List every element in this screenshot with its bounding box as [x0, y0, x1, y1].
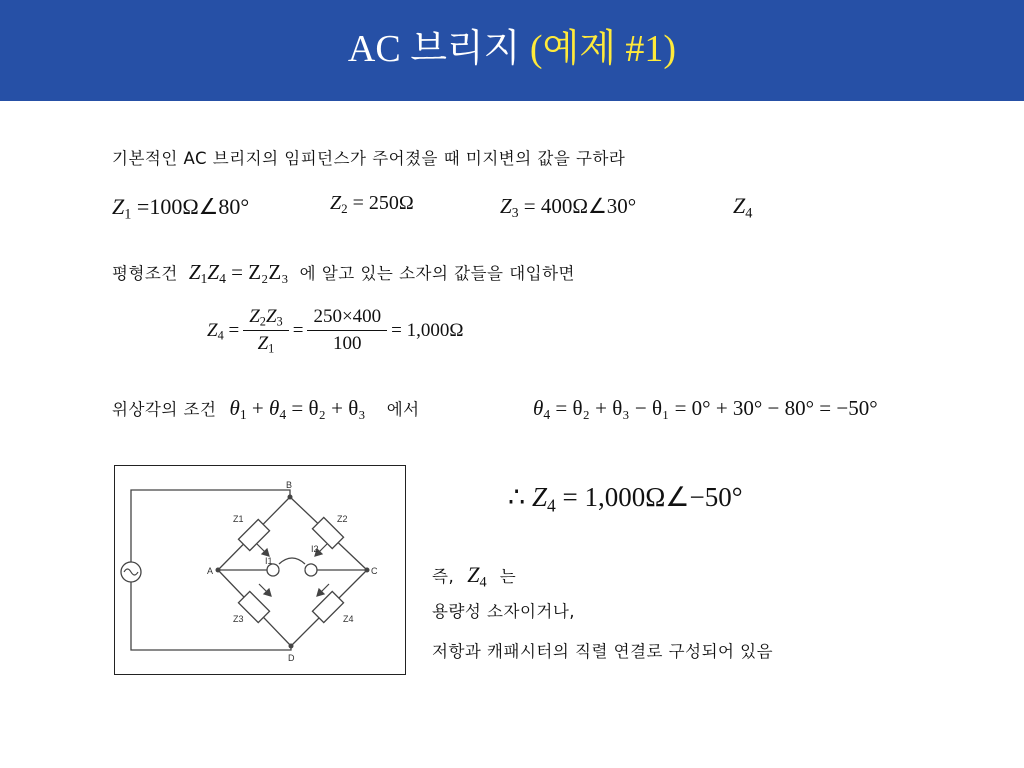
- balance-line: [112, 260, 575, 285]
- node-d-dot: [289, 644, 294, 649]
- balance-suffix: 에 알고 있는 소자의 값들을 대입하면: [299, 264, 575, 283]
- fraction-symbolic: $\frac{Z_2Z_3}{Z_1}$: [243, 306, 289, 355]
- detector-icon: [267, 558, 317, 576]
- ac-source-icon: [121, 562, 141, 582]
- fraction-numeric: [307, 306, 387, 355]
- given-z2: $Z_2 = 250\Omega$: [330, 192, 414, 216]
- final-answer: ∴ $Z_4$ = 1,000Ω∠−50°: [508, 482, 743, 516]
- title-bar: [0, 0, 1024, 101]
- final-answer-value: = 1,000Ω∠−50°: [562, 482, 743, 512]
- given-z1-value: =100Ω∠80°: [136, 194, 250, 219]
- z4-calculation: $Z_4$ = $\frac{Z_2Z_3}{Z_1}$ = $\frac{250\times 400}{100}$ = 1,000Ω: [207, 306, 464, 356]
- z3-label: Z3: [233, 614, 244, 624]
- problem-statement: 기본적인 AC 브리지의 임피던스가 주어졌을 때 미지변의 값을 구하라: [112, 149, 626, 168]
- fraction-denominator: 100: [333, 333, 362, 354]
- bridge-circuit-figure: [114, 465, 406, 675]
- node-c-label: C: [371, 566, 378, 576]
- given-z3-value: = 400Ω∠30°: [523, 194, 637, 218]
- z1-label: Z1: [233, 514, 244, 524]
- slide-title-example: (예제 #1): [529, 28, 677, 70]
- z2-label: Z2: [337, 514, 348, 524]
- conclusion-line3: 저항과 캐패시터의 직렬 연결로 구성되어 있음: [432, 642, 774, 661]
- balance-prefix: 평형조건: [112, 264, 178, 283]
- i1-label: I1: [265, 556, 273, 566]
- phase-condition-rhs: = θ₂ + θ₃: [291, 396, 366, 420]
- conclusion-prefix: 즉,: [432, 567, 455, 586]
- node-a-dot: [216, 568, 221, 573]
- phase-line: [112, 396, 420, 421]
- node-c-dot: [365, 568, 370, 573]
- given-z3: $Z_3$ = 400Ω∠30°: [500, 194, 637, 221]
- balance-equation-rhs: = Z₂Z₃: [231, 260, 289, 284]
- given-z1: $Z_1$ =100Ω∠80°: [112, 194, 250, 223]
- slide-title: [348, 17, 676, 72]
- balance-equation: $Z_1Z_4 = Z_2Z_3$: [188, 260, 289, 287]
- bridge-circuit-svg: [115, 466, 405, 674]
- phase-prefix: 위상각의 조건: [112, 400, 217, 419]
- i2-label: I2: [311, 544, 319, 554]
- fraction-numerator: 250×400: [307, 306, 387, 331]
- given-z2-value: = 250Ω: [352, 192, 414, 214]
- node-a-label: A: [207, 566, 214, 576]
- phase-calculation: $\theta_4 = \theta_2 + \theta_3 - \theta_1 = 0^\circ + 30^\circ - 80^\circ = -50^\circ$: [533, 396, 878, 423]
- phase-suffix: 에서: [386, 400, 420, 419]
- conclusion-line1: [432, 562, 517, 591]
- node-d-label: D: [288, 653, 295, 663]
- node-b-dot: [288, 495, 293, 500]
- phase-calculation-rhs: = θ₂ + θ₃ − θ₁ = 0° + 30° − 80° = −50°: [555, 396, 878, 420]
- slide-title-main: AC 브리지: [347, 28, 530, 70]
- conclusion-line2: 용량성 소자이거나,: [432, 602, 576, 621]
- conclusion-z4: $Z_4$: [467, 562, 487, 591]
- conclusion-suffix: 는: [499, 567, 517, 586]
- given-z4: $Z_4$: [733, 193, 753, 222]
- z4-label: Z4: [343, 614, 354, 624]
- phase-condition: $\theta_1 + \theta_4 = \theta_2 + \theta_3$: [229, 396, 366, 423]
- z1-block: [238, 519, 269, 550]
- node-b-label: B: [286, 480, 293, 490]
- z4-magnitude-result: = 1,000Ω: [391, 319, 464, 341]
